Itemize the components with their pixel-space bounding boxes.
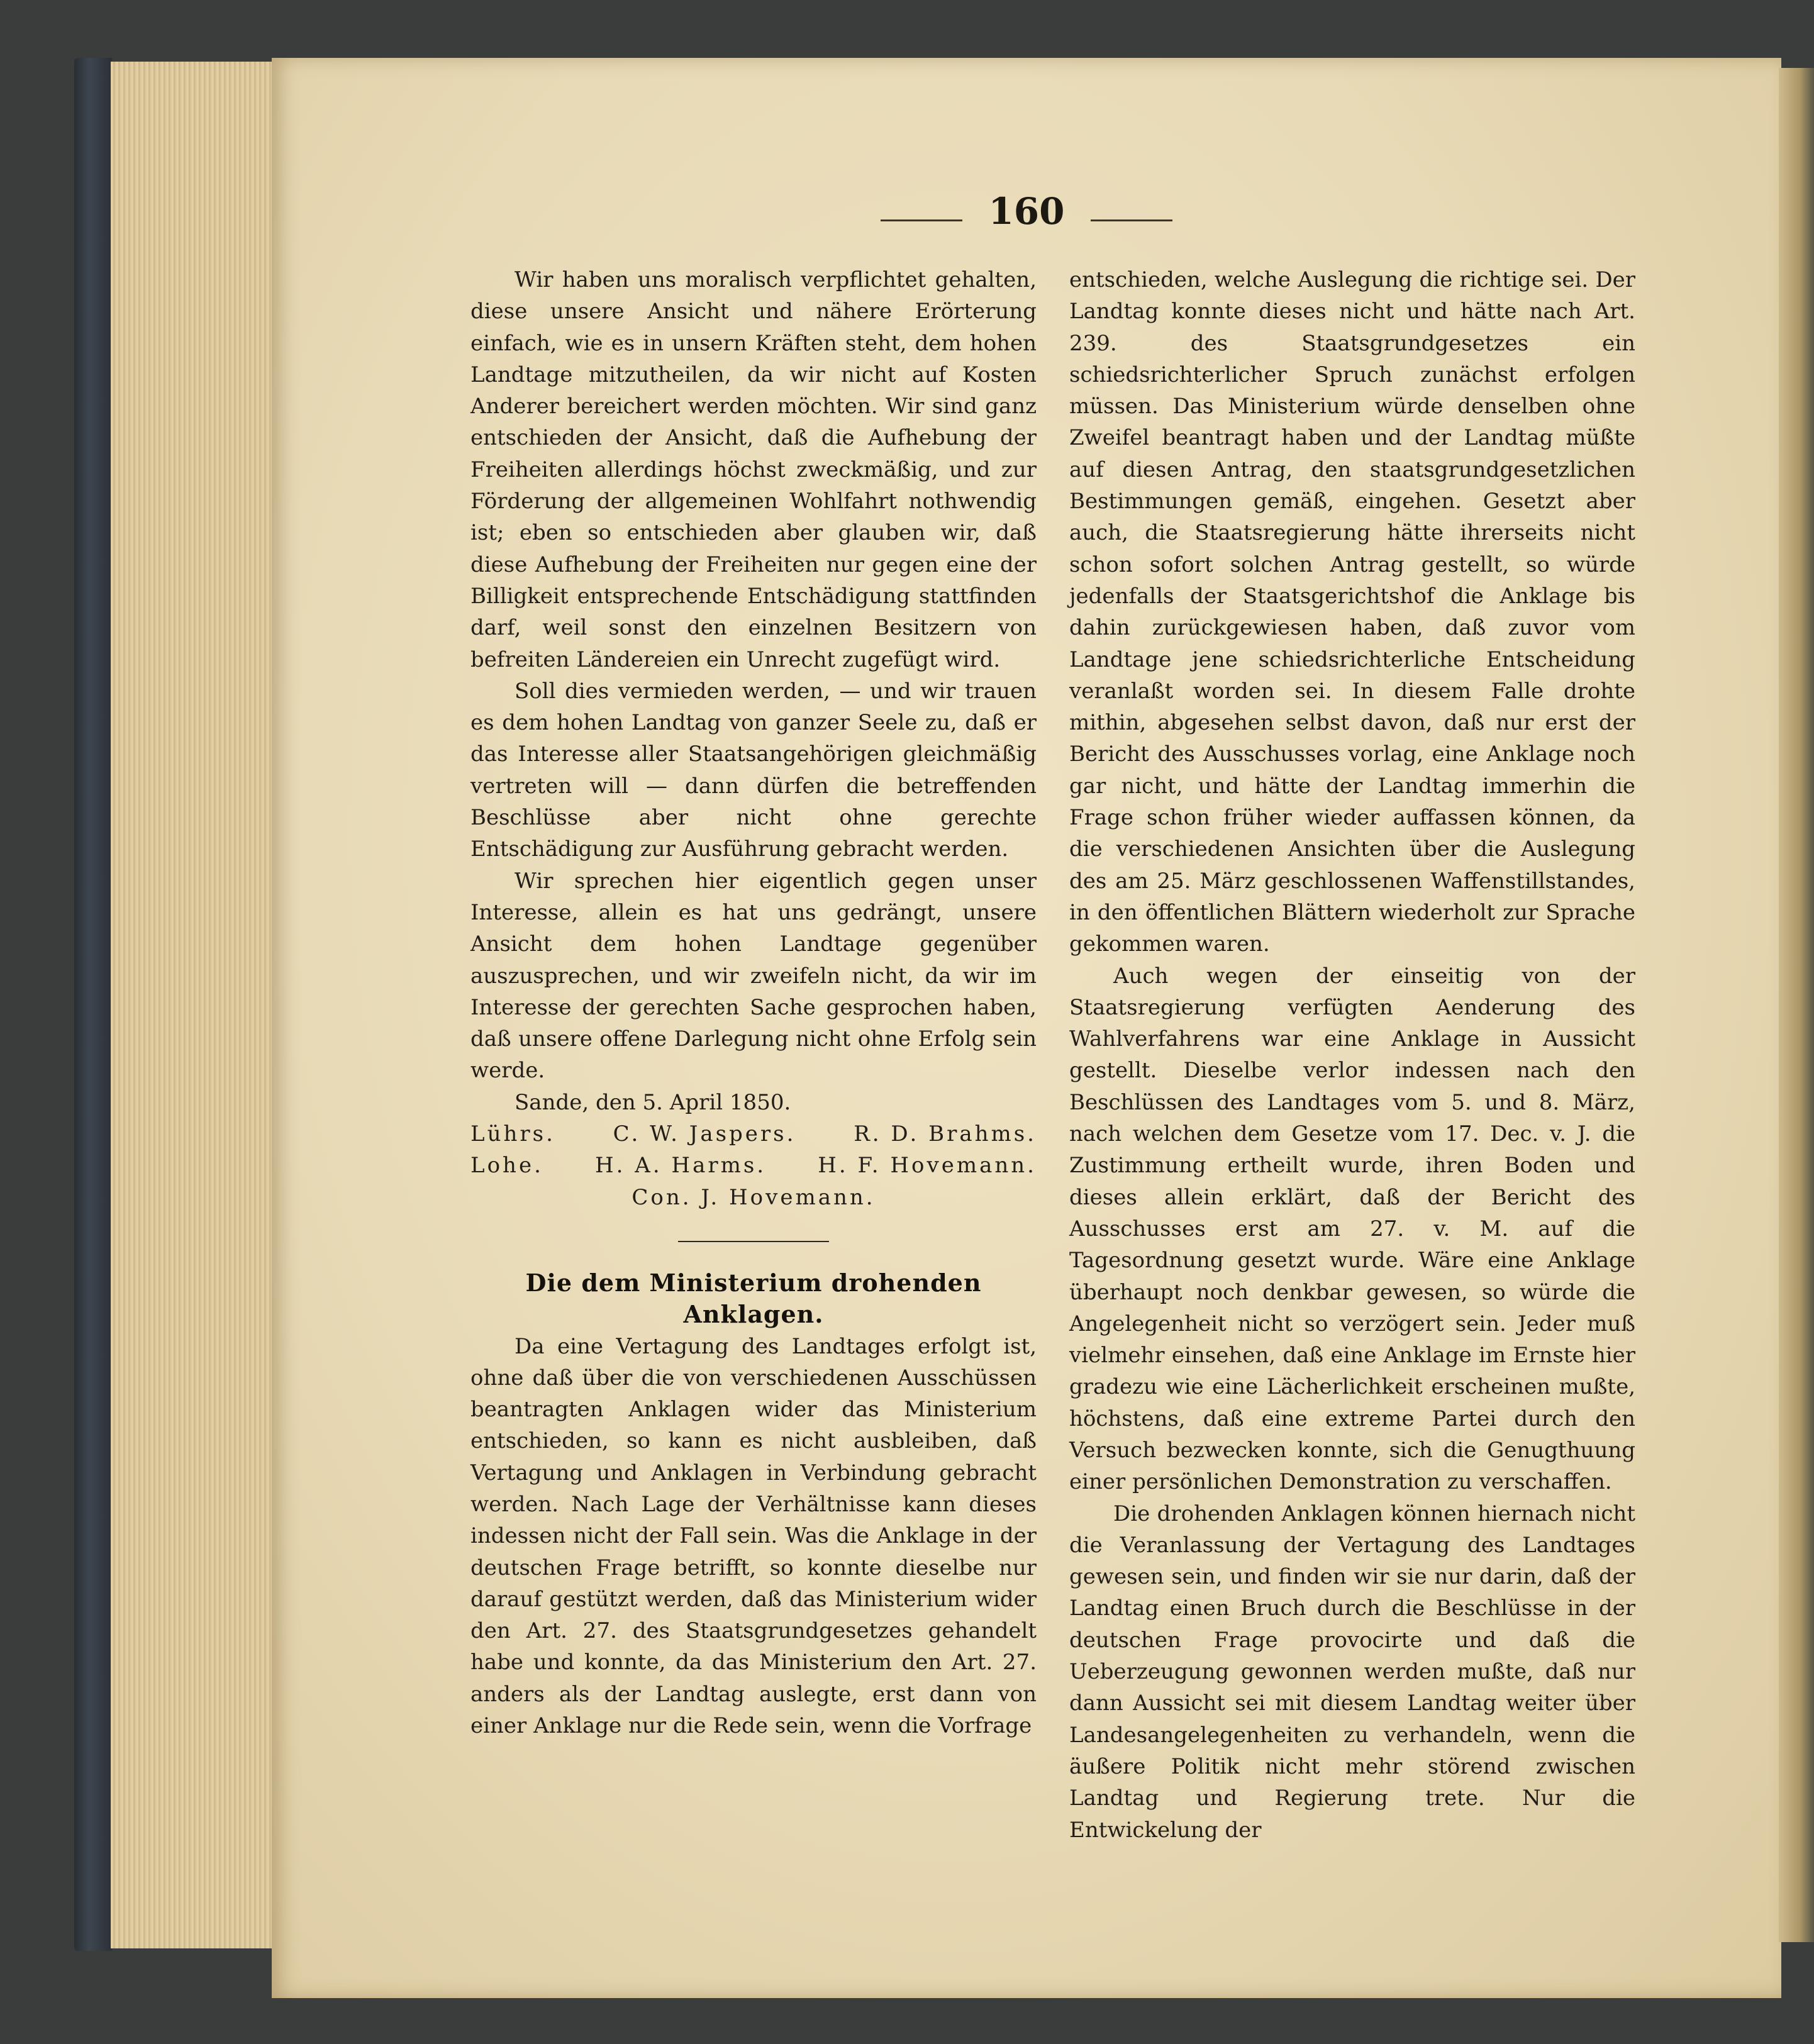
page-block-edges xyxy=(111,62,274,1948)
signature: H. A. Harms. xyxy=(595,1153,767,1179)
left-paragraph-1: Wir haben uns moralisch verpflichtet gehalten, diese unsere Ansicht und nähere Erörterung einfach, wie es in unsern Kräften steht, dem hohen Landtage mitzutheilen, da wir nicht auf Kosten Anderer bereichert werden möchten. Wir sind ganz entschieden der Ansicht, daß die Aufhebung der Freiheiten allerdings höchst zweckmäßig, und zur Förderung der allgemeinen Wohlfahrt nothwendig ist; eben so entschieden aber glauben wir, daß diese Aufhebung der Freiheiten nur gegen eine der Billigkeit entsprechende Entschädigung stattfinden darf, weil sonst den einzelnen Besitzern von befreiten Ländereien ein Unrecht zugefügt wird. xyxy=(470,267,1037,672)
right-paragraph-1: entschieden, welche Auslegung die richtige sei. Der Landtag konnte dieses nicht und hätte nach Art. 239. des Staatsgrundgesetzes ein schiedsrichterlicher Spruch zunächst erfolgen müssen. Das Ministerium würde denselben ohne Zweifel beantragt haben und der Landtag müßte auf diesen Antrag, den staatsgrundgesetzlichen Bestimmungen gemäß, eingehen. Gesetzt aber auch, die Staatsregierung hätte ihrerseits nicht schon sofort solchen Antrag gestellt, so würde jedenfalls der Staatsgerichtshof die Anklage bis dahin zurückgewiesen haben, daß zuvor vom Landtage jene schiedsrichterliche Entscheidung veranlaßt worden sei. In diesem Falle drohte mithin, abgesehen selbst davon, daß nur erst der Bericht des Ausschusses vorlag, eine Anklage noch gar nicht, und hätte der Landtag immerhin die Frage schon früher wieder auffassen können, da die verschiedenen Ansichten über die Auslegung des am 25. März geschlossenen Waffenstillstandes, in den öffentlichen Blättern wiederholt zur Sprache gekommen waren. xyxy=(1069,267,1635,957)
book-binding xyxy=(74,58,112,1951)
left-paragraph-2: Soll dies vermieden werden, — und wir trauen es dem hohen Landtag von ganzer Seele zu, daß er das Interesse aller Staatsangehörigen gleichmäßig vertreten will — dann dürfen die betreffenden Beschlüsse aber nicht ohne gerechte Entschädigung zur Ausführung gebracht werden. xyxy=(470,678,1037,862)
facing-page-edge xyxy=(1779,68,1814,1942)
page-number: 160 xyxy=(988,190,1065,233)
signature: H. F. Hovemann. xyxy=(818,1153,1037,1179)
left-column xyxy=(470,264,1037,1741)
article-heading: Die dem Ministerium drohenden Anklagen. xyxy=(525,1268,982,1329)
ornament-rule-left xyxy=(881,219,962,221)
signature-row xyxy=(470,1150,1037,1181)
right-paragraph-2: Auch wegen der einseitig von der Staatsregierung verfügten Aenderung des Wahlverfahrens war eine Anklage in Aussicht gestellt. Dieselbe verlor indessen nach den Beschlüssen des Landtages vom 5. und 8. März, nach welchen dem Gesetze vom 17. Dec. v. J. die Zustimmung ertheilt wurde, ihren Boden und dieses allein erklärt, daß der Bericht des Ausschusses erst am 27. v. M. auf die Tagesordnung gesetzt wurde. Wäre eine Anklage überhaupt noch denkbar gewesen, so würde die Angelegenheit nicht so verzögert sein. Jeder muß vielmehr einsehen, daß eine Anklage im Ernste hier gradezu wie eine Lächerlichkeit erscheinen mußte, höchstens, daß eine extreme Partei durch den Versuch bezwecken konnte, sich die Genugthuung einer persönlichen Demonstration zu verschaffen. xyxy=(1069,963,1635,1495)
ornament-rule-right xyxy=(1091,219,1172,221)
left-paragraph-4: Da eine Vertagung des Landtages erfolgt ist, ohne daß über die von verschiedenen Ausschüssen beantragten Anklagen wider das Ministerium entschieden, so kann es nicht ausbleiben, daß Vertagung und Anklagen in Verbindung gebracht werden. Nach Lage der Verhältnisse kann dieses indessen nicht der Fall sein. Was die Anklage in der deutschen Frage betrifft, so konnte dieselbe nur darauf gestützt werden, daß das Ministerium wider den Art. 27. des Staatsgrundgesetzes gehandelt habe und konnte, da das Ministerium den Art. 27. anders als der Landtag auslegte, erst dann von einer Anklage nur die Rede sein, wenn die Vorfrage xyxy=(470,1333,1037,1739)
signature: C. W. Jaspers. xyxy=(613,1121,796,1147)
signature: Lührs. xyxy=(470,1121,555,1147)
signature: Con. J. Hovemann. xyxy=(632,1184,876,1210)
signature: Lohe. xyxy=(470,1153,543,1179)
right-paragraph-3: Die drohenden Anklagen können hiernach nicht die Veranlassung der Vertagung des Landtages gewesen sein, und finden wir sie nur darin, daß der Landtag einen Bruch durch die Beschlüsse in der deutschen Frage provocirte und daß die Ueberzeugung gewonnen werden mußte, daß nur dann Aussicht sei mit diesem Landtag weiter über Landesangelegenheiten zu verhandeln, wenn die äußere Politik nicht mehr störend zwischen Landtag und Regierung trete. Nur die Entwickelung der xyxy=(1069,1501,1635,1843)
signature-block xyxy=(470,1118,1037,1213)
signature: R. D. Brahms. xyxy=(854,1121,1037,1147)
section-divider xyxy=(678,1241,829,1242)
date-line: Sande, den 5. April 1850. xyxy=(515,1089,791,1115)
right-column xyxy=(1069,264,1635,1846)
signature-row xyxy=(470,1182,1037,1213)
signature-row xyxy=(470,1118,1037,1150)
left-paragraph-3: Wir sprechen hier eigentlich gegen unser Interesse, allein es hat uns gedrängt, unsere Ansicht dem hohen Landtage gegenüber auszusprechen, und wir zweifeln nicht, da wir im Interesse der gerechten Sache gesprochen haben, daß unsere offene Darlegung nicht ohne Erfolg sein werde. xyxy=(470,868,1037,1084)
